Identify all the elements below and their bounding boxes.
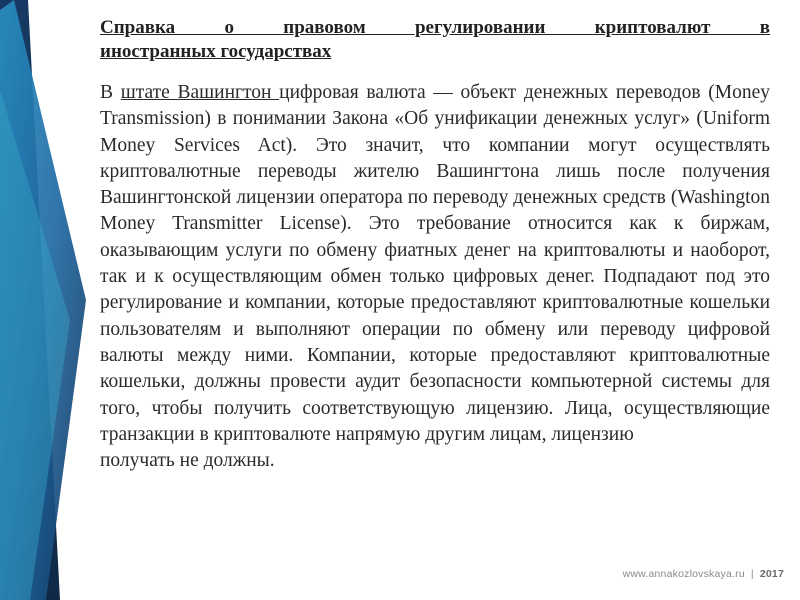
slide-title-line2: иностранных государствах (100, 41, 332, 62)
body-prefix: В (100, 82, 121, 103)
footer-separator: | (750, 568, 754, 580)
slide-title (100, 16, 770, 64)
footer-site: www.annakozlovskaya.ru (622, 568, 745, 580)
slide-title-line1: Справка о правовом регулировании криптовалют в (100, 17, 770, 38)
slide-content (100, 16, 770, 474)
slide-body (100, 80, 770, 474)
body-last-line: получать не должны. (100, 450, 275, 472)
side-decoration (0, 0, 90, 600)
body-main-text: цифровая валюта — объект денежных переводов (Money Transmission) в понимании Закона «Об унификации денежных услуг» (Uniform Money Services Act). Это значит, что компании могут осуществлять криптовалютные переводы жителю Вашингтона лишь после получения Вашингтонской лицензии оператора по переводу денежных средств (Washington Money Transmitter License). Это требование относится как к биржам, оказывающим услуги по обмену фиатных денег на криптовалюты и наоборот, так и к осуществляющим обмен только цифровых денег. Подпадают под это регулирование и компании, которые предоставляют криптовалютные кошельки пользователям и выполняют операции по обмену или переводу цифровой валюты между ними. Компании, которые предоставляют криптовалютные кошельки, должны провести аудит безопасности компьютерной системы для того, чтобы получить соответствующую лицензию. Лица, осуществляющие транзакции в криптовалюте напрямую другим лицам, лицензию (100, 82, 770, 445)
slide-footer (623, 568, 784, 580)
body-underlined-location: штате Вашингтон (120, 82, 280, 103)
footer-year: 2017 (759, 568, 784, 580)
